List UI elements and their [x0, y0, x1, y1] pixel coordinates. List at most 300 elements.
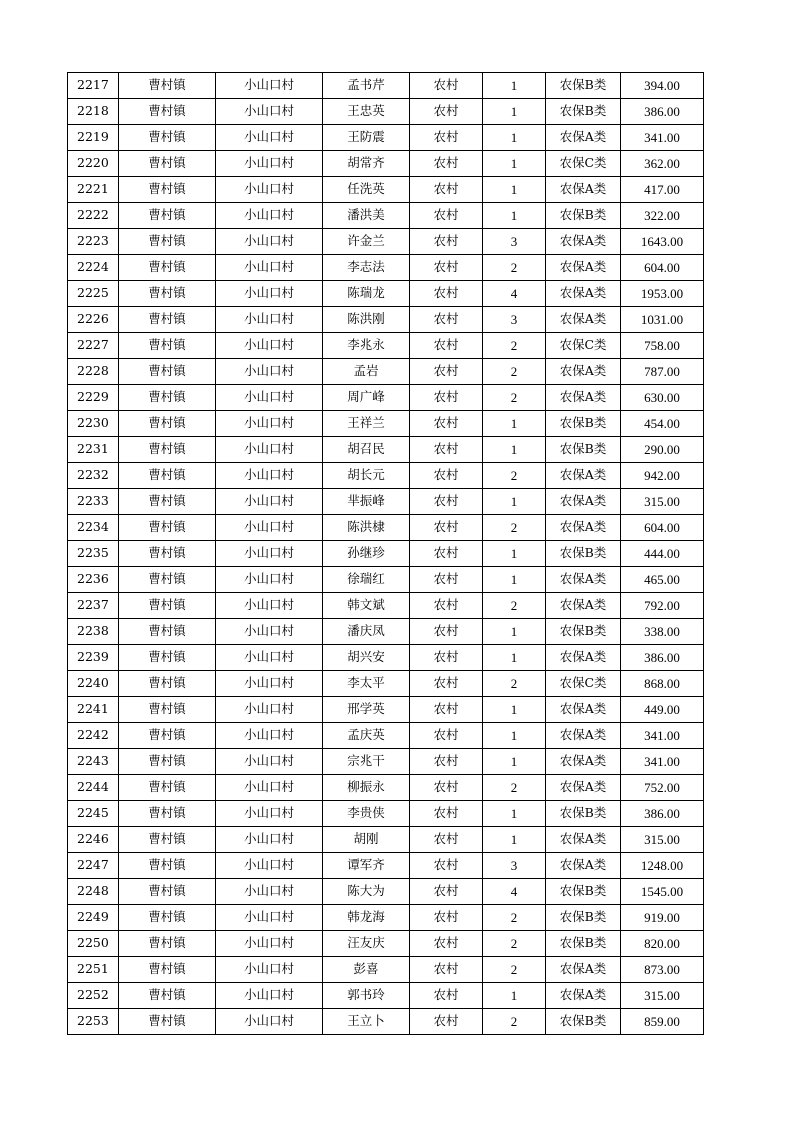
- amount-cell: 604.00: [621, 255, 704, 281]
- row-number-cell: 2226: [68, 307, 119, 333]
- household-type-cell: 农村: [410, 1009, 483, 1035]
- member-count-cell: 1: [483, 801, 546, 827]
- member-count-cell: 1: [483, 411, 546, 437]
- insurance-category-cell: 农保B类: [546, 879, 621, 905]
- row-number-cell: 2239: [68, 645, 119, 671]
- household-type-cell: 农村: [410, 229, 483, 255]
- table-row: [68, 515, 704, 541]
- table-row: [68, 905, 704, 931]
- person-name-cell: 陈洪棣: [323, 515, 410, 541]
- village-cell: 小山口村: [216, 983, 323, 1009]
- amount-cell: 322.00: [621, 203, 704, 229]
- village-cell: 小山口村: [216, 411, 323, 437]
- insurance-category-cell: 农保A类: [546, 749, 621, 775]
- town-cell: 曹村镇: [119, 567, 216, 593]
- village-cell: 小山口村: [216, 593, 323, 619]
- village-cell: 小山口村: [216, 801, 323, 827]
- row-number-cell: 2222: [68, 203, 119, 229]
- person-name-cell: 徐瑞红: [323, 567, 410, 593]
- town-cell: 曹村镇: [119, 723, 216, 749]
- person-name-cell: 任洗英: [323, 177, 410, 203]
- town-cell: 曹村镇: [119, 177, 216, 203]
- person-name-cell: 潘庆凤: [323, 619, 410, 645]
- person-name-cell: 陈大为: [323, 879, 410, 905]
- person-name-cell: 彭喜: [323, 957, 410, 983]
- member-count-cell: 1: [483, 489, 546, 515]
- row-number-cell: 2225: [68, 281, 119, 307]
- household-type-cell: 农村: [410, 385, 483, 411]
- member-count-cell: 3: [483, 307, 546, 333]
- member-count-cell: 1: [483, 619, 546, 645]
- person-name-cell: 柳振永: [323, 775, 410, 801]
- person-name-cell: 胡常齐: [323, 151, 410, 177]
- table-row: [68, 281, 704, 307]
- member-count-cell: 2: [483, 905, 546, 931]
- member-count-cell: 2: [483, 931, 546, 957]
- table-row: [68, 307, 704, 333]
- row-number-cell: 2232: [68, 463, 119, 489]
- member-count-cell: 3: [483, 229, 546, 255]
- person-name-cell: 汪友庆: [323, 931, 410, 957]
- member-count-cell: 2: [483, 515, 546, 541]
- member-count-cell: 1: [483, 827, 546, 853]
- row-number-cell: 2228: [68, 359, 119, 385]
- insurance-category-cell: 农保A类: [546, 697, 621, 723]
- household-type-cell: 农村: [410, 541, 483, 567]
- amount-cell: 1643.00: [621, 229, 704, 255]
- village-cell: 小山口村: [216, 931, 323, 957]
- row-number-cell: 2249: [68, 905, 119, 931]
- household-type-cell: 农村: [410, 723, 483, 749]
- insurance-category-cell: 农保C类: [546, 151, 621, 177]
- town-cell: 曹村镇: [119, 593, 216, 619]
- person-name-cell: 李太平: [323, 671, 410, 697]
- insurance-category-cell: 农保B类: [546, 411, 621, 437]
- household-type-cell: 农村: [410, 99, 483, 125]
- town-cell: 曹村镇: [119, 255, 216, 281]
- village-cell: 小山口村: [216, 905, 323, 931]
- member-count-cell: 2: [483, 255, 546, 281]
- household-type-cell: 农村: [410, 463, 483, 489]
- town-cell: 曹村镇: [119, 125, 216, 151]
- person-name-cell: 王防震: [323, 125, 410, 151]
- village-cell: 小山口村: [216, 775, 323, 801]
- member-count-cell: 2: [483, 671, 546, 697]
- insurance-category-cell: 农保A类: [546, 957, 621, 983]
- person-name-cell: 王忠英: [323, 99, 410, 125]
- person-name-cell: 王祥兰: [323, 411, 410, 437]
- row-number-cell: 2219: [68, 125, 119, 151]
- village-cell: 小山口村: [216, 281, 323, 307]
- member-count-cell: 1: [483, 567, 546, 593]
- row-number-cell: 2245: [68, 801, 119, 827]
- insurance-category-cell: 农保B类: [546, 1009, 621, 1035]
- town-cell: 曹村镇: [119, 359, 216, 385]
- amount-cell: 341.00: [621, 749, 704, 775]
- row-number-cell: 2217: [68, 73, 119, 99]
- amount-cell: 290.00: [621, 437, 704, 463]
- village-cell: 小山口村: [216, 177, 323, 203]
- household-type-cell: 农村: [410, 203, 483, 229]
- household-type-cell: 农村: [410, 411, 483, 437]
- member-count-cell: 4: [483, 281, 546, 307]
- amount-cell: 752.00: [621, 775, 704, 801]
- row-number-cell: 2248: [68, 879, 119, 905]
- amount-cell: 341.00: [621, 723, 704, 749]
- town-cell: 曹村镇: [119, 541, 216, 567]
- insurance-category-cell: 农保B类: [546, 619, 621, 645]
- town-cell: 曹村镇: [119, 73, 216, 99]
- person-name-cell: 孟庆英: [323, 723, 410, 749]
- village-cell: 小山口村: [216, 645, 323, 671]
- table-row: [68, 541, 704, 567]
- member-count-cell: 1: [483, 125, 546, 151]
- table-row: [68, 671, 704, 697]
- town-cell: 曹村镇: [119, 515, 216, 541]
- member-count-cell: 2: [483, 359, 546, 385]
- member-count-cell: 1: [483, 437, 546, 463]
- household-type-cell: 农村: [410, 671, 483, 697]
- table-row: [68, 853, 704, 879]
- member-count-cell: 1: [483, 99, 546, 125]
- amount-cell: 386.00: [621, 645, 704, 671]
- row-number-cell: 2236: [68, 567, 119, 593]
- row-number-cell: 2231: [68, 437, 119, 463]
- table-row: [68, 411, 704, 437]
- member-count-cell: 2: [483, 775, 546, 801]
- table-row: [68, 385, 704, 411]
- amount-cell: 417.00: [621, 177, 704, 203]
- amount-cell: 868.00: [621, 671, 704, 697]
- person-name-cell: 谭军齐: [323, 853, 410, 879]
- table-row: [68, 697, 704, 723]
- household-type-cell: 农村: [410, 255, 483, 281]
- person-name-cell: 胡刚: [323, 827, 410, 853]
- row-number-cell: 2241: [68, 697, 119, 723]
- person-name-cell: 李志法: [323, 255, 410, 281]
- person-name-cell: 李兆永: [323, 333, 410, 359]
- town-cell: 曹村镇: [119, 983, 216, 1009]
- table-row: [68, 1009, 704, 1035]
- village-cell: 小山口村: [216, 827, 323, 853]
- household-type-cell: 农村: [410, 125, 483, 151]
- insurance-category-cell: 农保A类: [546, 229, 621, 255]
- village-cell: 小山口村: [216, 853, 323, 879]
- household-type-cell: 农村: [410, 931, 483, 957]
- table-row: [68, 593, 704, 619]
- amount-cell: 386.00: [621, 801, 704, 827]
- household-type-cell: 农村: [410, 957, 483, 983]
- household-type-cell: 农村: [410, 307, 483, 333]
- row-number-cell: 2251: [68, 957, 119, 983]
- village-cell: 小山口村: [216, 671, 323, 697]
- household-type-cell: 农村: [410, 333, 483, 359]
- village-cell: 小山口村: [216, 749, 323, 775]
- village-cell: 小山口村: [216, 359, 323, 385]
- insurance-category-cell: 农保A类: [546, 515, 621, 541]
- row-number-cell: 2240: [68, 671, 119, 697]
- member-count-cell: 2: [483, 1009, 546, 1035]
- insurance-category-cell: 农保B类: [546, 203, 621, 229]
- row-number-cell: 2238: [68, 619, 119, 645]
- household-type-cell: 农村: [410, 801, 483, 827]
- insurance-category-cell: 农保A类: [546, 359, 621, 385]
- insurance-category-cell: 农保B类: [546, 541, 621, 567]
- amount-cell: 630.00: [621, 385, 704, 411]
- data-table: [67, 72, 704, 1035]
- household-type-cell: 农村: [410, 905, 483, 931]
- household-type-cell: 农村: [410, 151, 483, 177]
- row-number-cell: 2235: [68, 541, 119, 567]
- household-type-cell: 农村: [410, 281, 483, 307]
- insurance-category-cell: 农保B类: [546, 437, 621, 463]
- town-cell: 曹村镇: [119, 827, 216, 853]
- town-cell: 曹村镇: [119, 957, 216, 983]
- amount-cell: 315.00: [621, 983, 704, 1009]
- town-cell: 曹村镇: [119, 1009, 216, 1035]
- household-type-cell: 农村: [410, 489, 483, 515]
- row-number-cell: 2243: [68, 749, 119, 775]
- town-cell: 曹村镇: [119, 671, 216, 697]
- member-count-cell: 1: [483, 541, 546, 567]
- household-type-cell: 农村: [410, 177, 483, 203]
- amount-cell: 859.00: [621, 1009, 704, 1035]
- household-type-cell: 农村: [410, 437, 483, 463]
- village-cell: 小山口村: [216, 957, 323, 983]
- person-name-cell: 孟岩: [323, 359, 410, 385]
- table-row: [68, 879, 704, 905]
- member-count-cell: 1: [483, 723, 546, 749]
- row-number-cell: 2227: [68, 333, 119, 359]
- row-number-cell: 2237: [68, 593, 119, 619]
- household-type-cell: 农村: [410, 827, 483, 853]
- table-row: [68, 125, 704, 151]
- table-row: [68, 177, 704, 203]
- insurance-category-cell: 农保A类: [546, 177, 621, 203]
- row-number-cell: 2244: [68, 775, 119, 801]
- amount-cell: 604.00: [621, 515, 704, 541]
- person-name-cell: 芈振峰: [323, 489, 410, 515]
- table-row: [68, 801, 704, 827]
- town-cell: 曹村镇: [119, 99, 216, 125]
- table-row: [68, 827, 704, 853]
- table-row: [68, 359, 704, 385]
- amount-cell: 1031.00: [621, 307, 704, 333]
- insurance-category-cell: 农保A类: [546, 281, 621, 307]
- village-cell: 小山口村: [216, 125, 323, 151]
- household-type-cell: 农村: [410, 697, 483, 723]
- village-cell: 小山口村: [216, 385, 323, 411]
- village-cell: 小山口村: [216, 541, 323, 567]
- insurance-category-cell: 农保C类: [546, 671, 621, 697]
- row-number-cell: 2229: [68, 385, 119, 411]
- amount-cell: 465.00: [621, 567, 704, 593]
- amount-cell: 386.00: [621, 99, 704, 125]
- insurance-category-cell: 农保A类: [546, 255, 621, 281]
- amount-cell: 787.00: [621, 359, 704, 385]
- table-row: [68, 983, 704, 1009]
- amount-cell: 362.00: [621, 151, 704, 177]
- table-row: [68, 229, 704, 255]
- person-name-cell: 周广峰: [323, 385, 410, 411]
- town-cell: 曹村镇: [119, 905, 216, 931]
- amount-cell: 758.00: [621, 333, 704, 359]
- person-name-cell: 孙继珍: [323, 541, 410, 567]
- person-name-cell: 韩龙海: [323, 905, 410, 931]
- insurance-category-cell: 农保B类: [546, 99, 621, 125]
- row-number-cell: 2250: [68, 931, 119, 957]
- table-row: [68, 333, 704, 359]
- amount-cell: 444.00: [621, 541, 704, 567]
- insurance-category-cell: 农保B类: [546, 801, 621, 827]
- table-row: [68, 489, 704, 515]
- table-row: [68, 645, 704, 671]
- insurance-category-cell: 农保B类: [546, 905, 621, 931]
- town-cell: 曹村镇: [119, 801, 216, 827]
- table-row: [68, 151, 704, 177]
- town-cell: 曹村镇: [119, 931, 216, 957]
- town-cell: 曹村镇: [119, 749, 216, 775]
- village-cell: 小山口村: [216, 515, 323, 541]
- person-name-cell: 王立卜: [323, 1009, 410, 1035]
- table-body: [68, 73, 704, 1035]
- person-name-cell: 孟书芹: [323, 73, 410, 99]
- row-number-cell: 2230: [68, 411, 119, 437]
- person-name-cell: 胡召民: [323, 437, 410, 463]
- household-type-cell: 农村: [410, 593, 483, 619]
- person-name-cell: 陈洪刚: [323, 307, 410, 333]
- person-name-cell: 许金兰: [323, 229, 410, 255]
- amount-cell: 449.00: [621, 697, 704, 723]
- person-name-cell: 陈瑞龙: [323, 281, 410, 307]
- town-cell: 曹村镇: [119, 437, 216, 463]
- amount-cell: 1248.00: [621, 853, 704, 879]
- table-row: [68, 957, 704, 983]
- village-cell: 小山口村: [216, 463, 323, 489]
- household-type-cell: 农村: [410, 619, 483, 645]
- town-cell: 曹村镇: [119, 281, 216, 307]
- town-cell: 曹村镇: [119, 489, 216, 515]
- table-row: [68, 437, 704, 463]
- member-count-cell: 2: [483, 333, 546, 359]
- insurance-category-cell: 农保A类: [546, 593, 621, 619]
- person-name-cell: 韩文斌: [323, 593, 410, 619]
- town-cell: 曹村镇: [119, 411, 216, 437]
- town-cell: 曹村镇: [119, 619, 216, 645]
- row-number-cell: 2218: [68, 99, 119, 125]
- member-count-cell: 1: [483, 697, 546, 723]
- village-cell: 小山口村: [216, 489, 323, 515]
- row-number-cell: 2247: [68, 853, 119, 879]
- household-type-cell: 农村: [410, 749, 483, 775]
- member-count-cell: 1: [483, 73, 546, 99]
- table-row: [68, 567, 704, 593]
- insurance-category-cell: 农保A类: [546, 853, 621, 879]
- village-cell: 小山口村: [216, 697, 323, 723]
- town-cell: 曹村镇: [119, 697, 216, 723]
- town-cell: 曹村镇: [119, 853, 216, 879]
- member-count-cell: 2: [483, 957, 546, 983]
- row-number-cell: 2223: [68, 229, 119, 255]
- person-name-cell: 潘洪美: [323, 203, 410, 229]
- amount-cell: 315.00: [621, 827, 704, 853]
- insurance-category-cell: 农保A类: [546, 645, 621, 671]
- village-cell: 小山口村: [216, 437, 323, 463]
- amount-cell: 792.00: [621, 593, 704, 619]
- row-number-cell: 2224: [68, 255, 119, 281]
- town-cell: 曹村镇: [119, 333, 216, 359]
- row-number-cell: 2246: [68, 827, 119, 853]
- insurance-category-cell: 农保A类: [546, 567, 621, 593]
- town-cell: 曹村镇: [119, 307, 216, 333]
- amount-cell: 1545.00: [621, 879, 704, 905]
- member-count-cell: 1: [483, 177, 546, 203]
- household-type-cell: 农村: [410, 73, 483, 99]
- table-row: [68, 619, 704, 645]
- person-name-cell: 邢学英: [323, 697, 410, 723]
- town-cell: 曹村镇: [119, 879, 216, 905]
- village-cell: 小山口村: [216, 73, 323, 99]
- insurance-category-cell: 农保A类: [546, 385, 621, 411]
- row-number-cell: 2242: [68, 723, 119, 749]
- town-cell: 曹村镇: [119, 385, 216, 411]
- row-number-cell: 2220: [68, 151, 119, 177]
- table-row: [68, 749, 704, 775]
- household-type-cell: 农村: [410, 775, 483, 801]
- household-type-cell: 农村: [410, 879, 483, 905]
- insurance-category-cell: 农保A类: [546, 723, 621, 749]
- member-count-cell: 2: [483, 385, 546, 411]
- village-cell: 小山口村: [216, 307, 323, 333]
- table-row: [68, 73, 704, 99]
- town-cell: 曹村镇: [119, 463, 216, 489]
- amount-cell: 341.00: [621, 125, 704, 151]
- amount-cell: 394.00: [621, 73, 704, 99]
- amount-cell: 919.00: [621, 905, 704, 931]
- row-number-cell: 2221: [68, 177, 119, 203]
- amount-cell: 820.00: [621, 931, 704, 957]
- insurance-category-cell: 农保A类: [546, 307, 621, 333]
- document-sheet: [67, 72, 704, 1035]
- row-number-cell: 2252: [68, 983, 119, 1009]
- insurance-category-cell: 农保A类: [546, 125, 621, 151]
- amount-cell: 942.00: [621, 463, 704, 489]
- village-cell: 小山口村: [216, 333, 323, 359]
- member-count-cell: 2: [483, 593, 546, 619]
- household-type-cell: 农村: [410, 515, 483, 541]
- table-row: [68, 775, 704, 801]
- town-cell: 曹村镇: [119, 229, 216, 255]
- town-cell: 曹村镇: [119, 775, 216, 801]
- town-cell: 曹村镇: [119, 645, 216, 671]
- village-cell: 小山口村: [216, 255, 323, 281]
- person-name-cell: 胡兴安: [323, 645, 410, 671]
- table-row: [68, 203, 704, 229]
- table-row: [68, 463, 704, 489]
- village-cell: 小山口村: [216, 203, 323, 229]
- member-count-cell: 1: [483, 203, 546, 229]
- village-cell: 小山口村: [216, 567, 323, 593]
- village-cell: 小山口村: [216, 1009, 323, 1035]
- table-row: [68, 931, 704, 957]
- village-cell: 小山口村: [216, 879, 323, 905]
- person-name-cell: 宗兆干: [323, 749, 410, 775]
- household-type-cell: 农村: [410, 983, 483, 1009]
- person-name-cell: 郭书玲: [323, 983, 410, 1009]
- insurance-category-cell: 农保A类: [546, 489, 621, 515]
- member-count-cell: 1: [483, 151, 546, 177]
- amount-cell: 454.00: [621, 411, 704, 437]
